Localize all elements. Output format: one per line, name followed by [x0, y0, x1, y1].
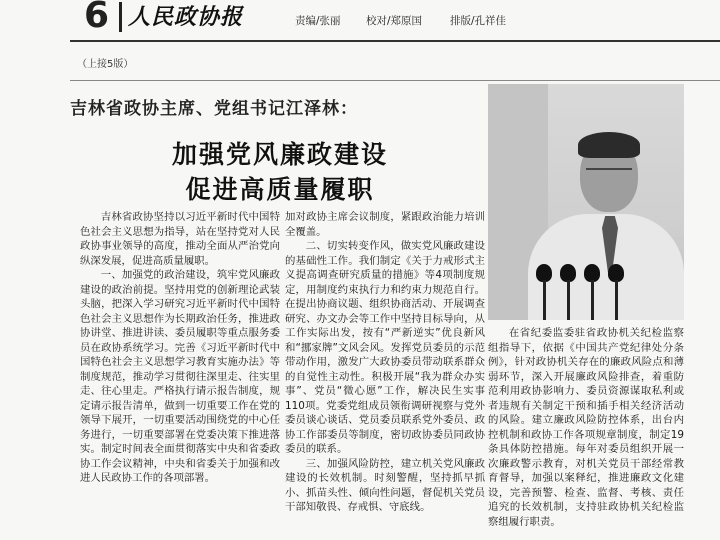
- masthead-divider: [119, 2, 122, 32]
- article-kicker: 吉林省政协主席、党组书记江泽林：: [70, 99, 358, 119]
- paragraph: 二、切实转变作风，做实党风廉政建设的基础性工作。我们制定《关于力戒形式主义提高调查研究质量的措施》等4项制度规定，用制度约束执行力和约束力规范自行。在提出协商议题、组织协商活动、开展调查研究、办文办会等工作中坚持目标导向，从工作实际出发，按有“严新逆实”优良新风和“挪家牌”文风会风。发挥党员委员的示范带动作用，激发广大政协委员带动联系群众的自觉性主动性。积极开展“我为群众办实事”、党员“微心愿”工作，解决民生实事110项。党委党组成员领衔调研视察与党外委员谈心谈话、党员委员联系党外委员、政协工作部委员等制度，密切政协委员同政协委员的联系。: [285, 240, 485, 455]
- paragraph: 吉林省政协坚持以习近平新时代中国特色社会主义思想为指导，站在坚持党对人民政协事业领导的高度，推动全面从严治党向纵深发展，促进高质量履职。: [80, 211, 280, 267]
- masthead-rule: [70, 40, 720, 42]
- article-headline-line-1: 加强党风廉政建设: [171, 140, 388, 169]
- portrait-photo: [488, 84, 684, 320]
- paragraph: 加对政协主席会议制度，紧跟政治能力培训全覆盖。: [285, 211, 485, 238]
- hair-shape: [578, 132, 640, 158]
- newspaper-logo: 人民政协报: [128, 4, 244, 30]
- masthead: [0, 0, 720, 36]
- staff-editor: 责编/张丽: [295, 15, 341, 27]
- continued-from-note: （上接5版）: [77, 59, 134, 70]
- paragraph: 一、加强党的政治建设，筑牢党风廉政建设的政治前提。坚持用党的创新理论武装头脑，把深入学习研究习近平新时代中国特色社会主义思想作为长期政治任务，推进政协讲堂、推进讲读、委员履职等重点服务委员在政协系统学习。完善《习近平新时代中国特色社会主义思想学习教育实施办法》等制度规范，推动学习贯彻往深里走、往实里走、往心里走。严格执行请示报告制度，规定请示报告清单，做到一切重要工作在党的领导下展开，一切重要活动围绕党的中心任务进行，一切重要部署在党委决策下推进落实。制定时间表全面贯彻落实中央和省委政协工作会议精神，中央和省委关于加强和改进人民政协工作的各项部署。: [80, 269, 280, 484]
- article-column-3: [488, 326, 684, 540]
- page-number: 6: [84, 0, 110, 36]
- article-headline-line-2: 促进高质量履职: [185, 175, 375, 204]
- article-column-2: [285, 210, 485, 540]
- section-rule: [70, 80, 720, 81]
- staff-proofreader: 校对/郑原国: [366, 15, 423, 27]
- glasses-shape: [586, 168, 632, 180]
- article-column-1: [80, 210, 280, 540]
- paragraph: 在省纪委监委驻省政协机关纪检监察组指导下，依据《中国共产党纪律处分条例》，针对政协机关存在的廉政风险点和薄弱环节，深入开展廉政风险排查，着重防范利用政协影响力、委员资源谋取私利或者违规有关制定干预和插手相关经济活动的风险。建立廉政风险防控体系，出台内控机制和政协工作各项规章制度，制定19条具体防控措施。每年对委员组织开展一次廉政警示教育，对机关党员干部经常教育督导，加强以案释纪，推进廉政文化建设，完善预警、检查、监督、考核、责任追究的长效机制，支持驻政协机关纪检监察组履行职责。: [488, 327, 684, 528]
- paragraph: 三、加强风险防控，建立机关党风廉政建设的长效机制。时刻警醒，坚持抓早抓小、抓苗头性、倾向性问题，督促机关党员干部知敬畏、存戒惧、守底线。: [285, 457, 485, 513]
- staff-typesetter: 排版/孔祥佳: [450, 15, 507, 27]
